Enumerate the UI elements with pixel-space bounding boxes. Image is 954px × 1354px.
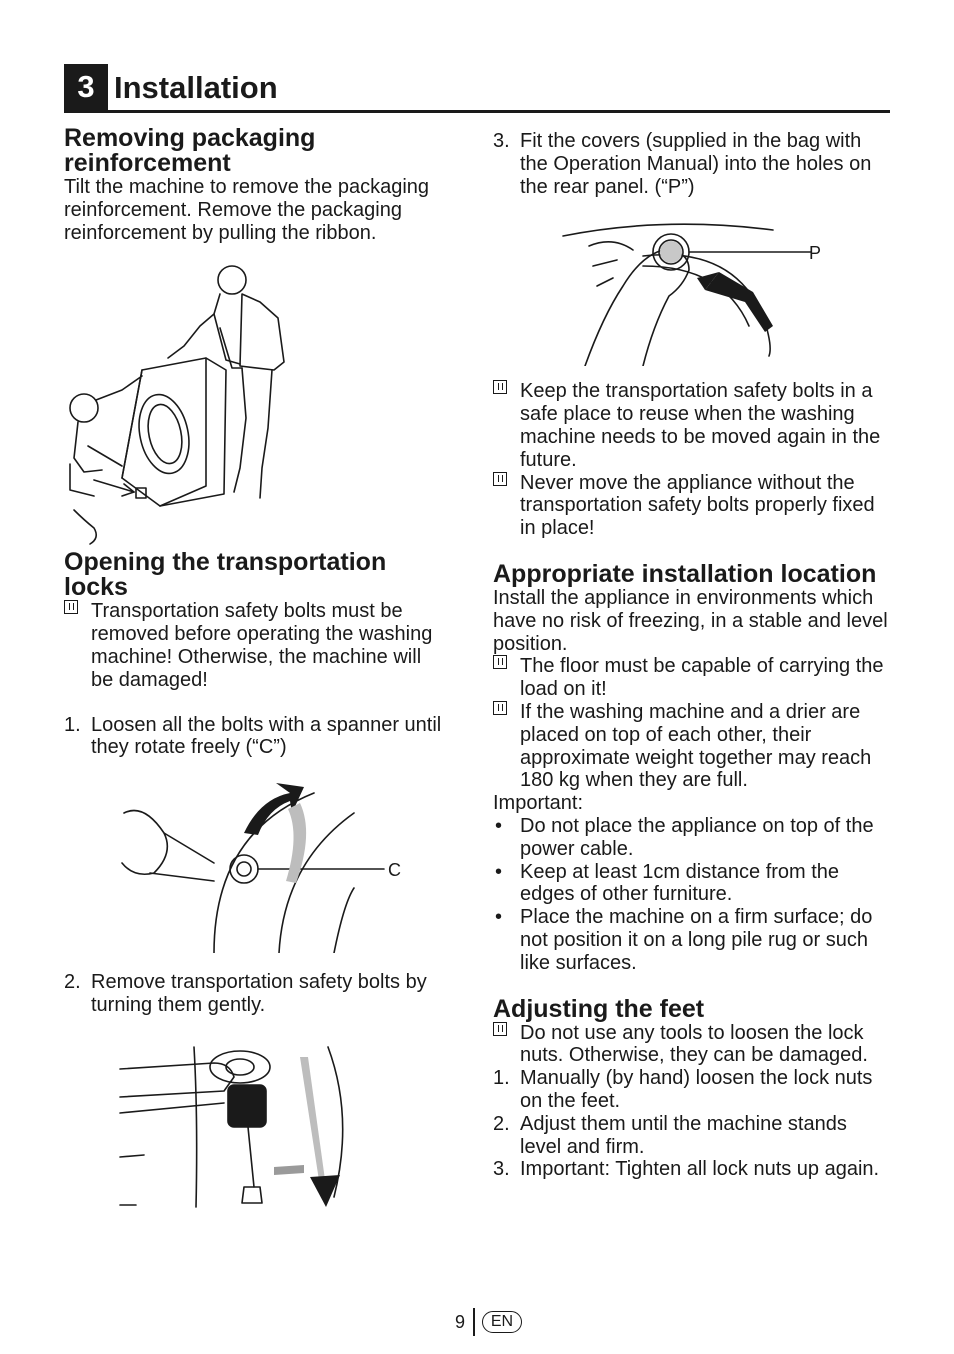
step-2 <box>64 971 448 1017</box>
bullet-item <box>493 815 893 861</box>
page-number: 9 <box>455 1312 466 1332</box>
chapter-number: 3 <box>64 64 108 110</box>
note-text: Transportation safety bolts must be removed before operating the washing machine! Otherwise, the machine will be damaged! <box>91 600 433 691</box>
step-number: 3. <box>493 130 510 152</box>
feet-step-3 <box>493 1158 893 1181</box>
footer-divider <box>473 1308 475 1336</box>
step-text: Adjust them until the machine stands level and firm. <box>520 1112 847 1158</box>
bullet-item <box>493 861 893 907</box>
info-icon <box>64 600 78 614</box>
note-floor <box>493 655 893 701</box>
info-icon <box>493 1022 507 1036</box>
step-1 <box>64 714 448 760</box>
info-icon <box>493 472 507 486</box>
bullet-text: Place the machine on a firm surface; do not position it on a long pile rug or such like surfaces. <box>520 906 873 974</box>
bullet-icon: • <box>495 906 503 929</box>
note-text: If the washing machine and a drier are placed on top of each other, their approximate weight together may reach 180 kg when they are full. <box>520 700 872 792</box>
bullet-icon: • <box>495 860 503 883</box>
step-text: Manually (by hand) loosen the lock nuts on the feet. <box>520 1067 873 1112</box>
note-stacking <box>493 701 893 792</box>
chapter-header <box>64 64 890 113</box>
note-text: Never move the appliance without the transportation safety bolts properly fixed in place! <box>520 471 875 540</box>
section-heading-feet: Adjusting the feet <box>493 994 705 1023</box>
figure-spanner-bolt <box>64 773 448 953</box>
step-number: 2. <box>64 971 81 994</box>
step-text: Important: Tighten all lock nuts up again. <box>520 1158 880 1181</box>
note-text: Do not use any tools to loosen the lock nuts. Otherwise, they can be damaged. <box>520 1021 868 1067</box>
section-heading-location: Appropriate installation location <box>493 559 877 588</box>
feet-step-2 <box>493 1113 893 1159</box>
bullet-text: Keep at least 1cm distance from the edges of other furniture. <box>520 860 840 906</box>
step-text: Fit the covers (supplied in the bag with the Operation Manual) into the holes on the rear panel. (“P”) <box>520 130 872 198</box>
step-number: 1. <box>493 1067 510 1090</box>
step-text: Remove transportation safety bolts by turning them gently. <box>91 971 427 1016</box>
right-column <box>493 130 893 1181</box>
chapter-title: Installation <box>114 70 278 105</box>
note-text: Keep the transportation safety bolts in a safe place to reuse when the washing machine needs to be moved again in the future. <box>520 380 881 471</box>
figure-label-c: C <box>388 860 401 881</box>
bullet-item <box>493 906 893 974</box>
note-never-move <box>493 472 893 540</box>
packaging-text: Tilt the machine to remove the packaging reinforcement. Remove the packaging reinforcement by pulling the ribbon. <box>64 176 430 244</box>
page-footer <box>0 1308 954 1336</box>
info-icon <box>493 655 507 669</box>
note-keep-bolts <box>493 380 893 471</box>
note-no-tools <box>493 1022 893 1068</box>
info-icon <box>493 380 507 394</box>
step-text: Loosen all the bolts with a spanner until they rotate freely (“C”) <box>91 713 442 759</box>
bullet-text: Do not place the appliance on top of the power cable. <box>520 814 874 860</box>
step-number: 2. <box>493 1112 510 1135</box>
bullet-icon: • <box>495 814 503 837</box>
figure-tilting-machine <box>64 258 448 546</box>
language-badge: EN <box>482 1311 522 1333</box>
step-number: 1. <box>64 713 81 736</box>
step-3 <box>493 130 893 198</box>
note-text: The floor must be capable of carrying the load on it! <box>520 655 884 701</box>
section-heading-packaging: Removing packaging reinforcement <box>64 124 316 177</box>
figure-removing-bolt <box>64 1037 448 1227</box>
location-text: Install the appliance in environments which have no risk of freezing, in a stable and level position. <box>493 586 888 655</box>
figure-fitting-cover <box>493 206 893 366</box>
figure-label-p: P <box>809 243 822 264</box>
info-icon <box>493 701 507 715</box>
step-number: 3. <box>493 1158 510 1181</box>
important-label: Important: <box>493 792 584 815</box>
note-safety-bolts <box>64 600 448 691</box>
section-heading-locks: Opening the transportation locks <box>64 548 387 602</box>
left-column <box>64 126 448 1227</box>
feet-step-1 <box>493 1067 893 1113</box>
